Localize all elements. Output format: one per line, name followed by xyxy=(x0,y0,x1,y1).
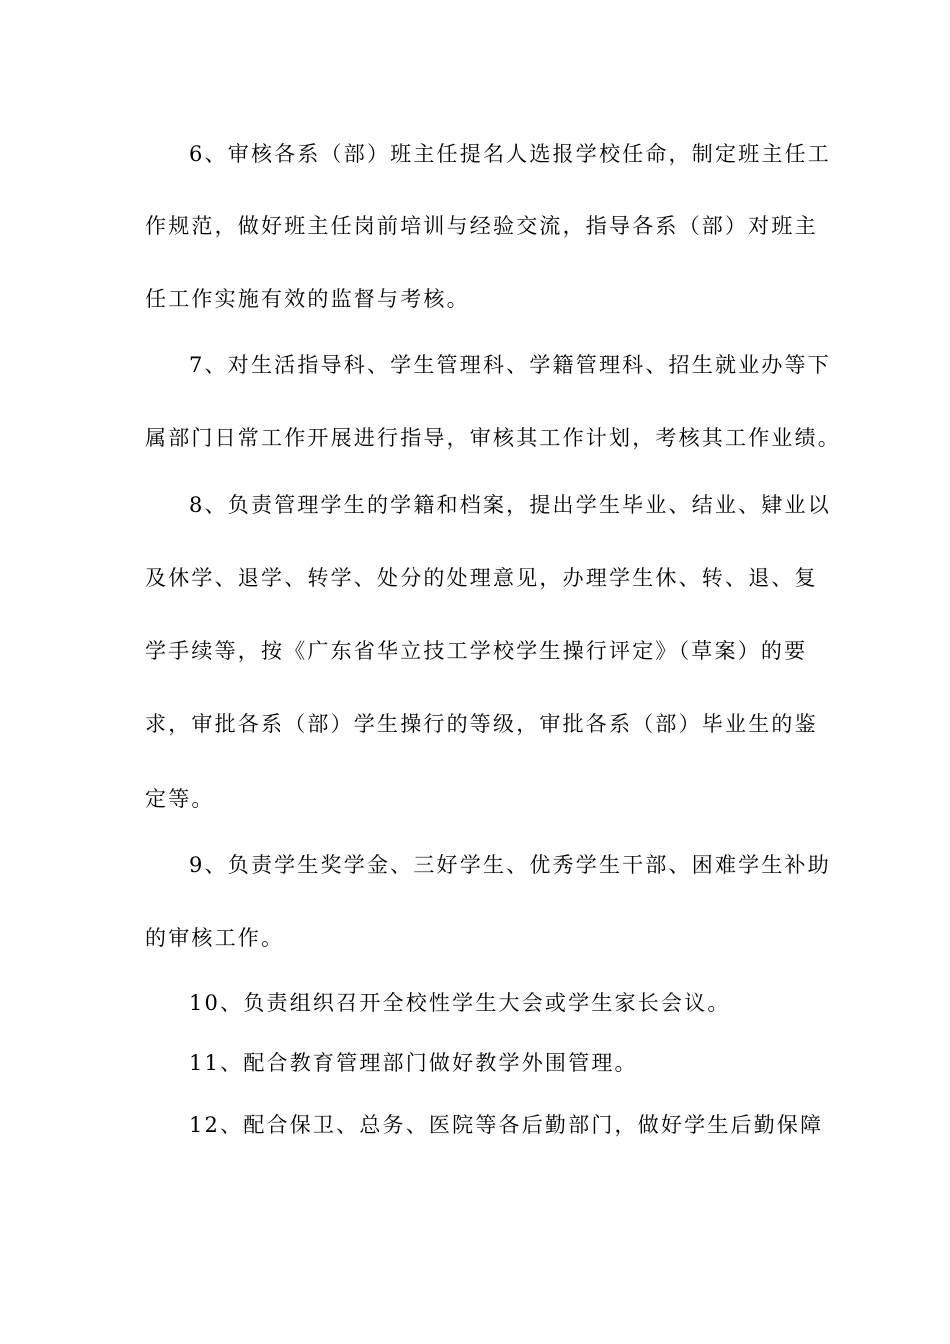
item-8-line-4: 求，审批各系（部）学生操行的等级，审批各系（部）毕业生的鉴 xyxy=(145,712,818,736)
item-9-line-2: 的审核工作。 xyxy=(145,926,285,950)
item-6-line-1: 6、审核各系（部）班主任提名人选报学校任命，制定班主任工 xyxy=(189,142,831,166)
item-9-line-1: 9、负责学生奖学金、三好学生、优秀学生干部、困难学生补助 xyxy=(189,853,831,877)
item-10-line-1: 10、负责组织召开全校性学生大会或学生家长会议。 xyxy=(189,991,731,1015)
item-8-line-3: 学手续等，按《广东省华立技工学校学生操行评定》（草案）的要 xyxy=(145,639,808,663)
item-12-line-1: 12、配合保卫、总务、医院等各后勤部门，做好学生后勤保障 xyxy=(189,1113,824,1137)
item-8-line-2: 及休学、退学、转学、处分的处理意见，办理学生休、转、退、复 xyxy=(145,566,818,590)
item-8-line-1: 8、负责管理学生的学籍和档案，提出学生毕业、结业、肄业以 xyxy=(189,493,831,517)
item-6-line-2: 作规范，做好班主任岗前培训与经验交流，指导各系（部）对班主 xyxy=(145,214,818,238)
item-8-line-5: 定等。 xyxy=(145,787,215,811)
item-7-line-2: 属部门日常工作开展进行指导，审核其工作计划，考核其工作业绩。 xyxy=(145,426,841,450)
item-6-line-3: 任工作实施有效的监督与考核。 xyxy=(145,287,470,311)
item-11-line-1: 11、配合教育管理部门做好教学外围管理。 xyxy=(189,1051,638,1075)
item-7-line-1: 7、对生活指导科、学生管理科、学籍管理科、招生就业办等下 xyxy=(189,353,831,377)
